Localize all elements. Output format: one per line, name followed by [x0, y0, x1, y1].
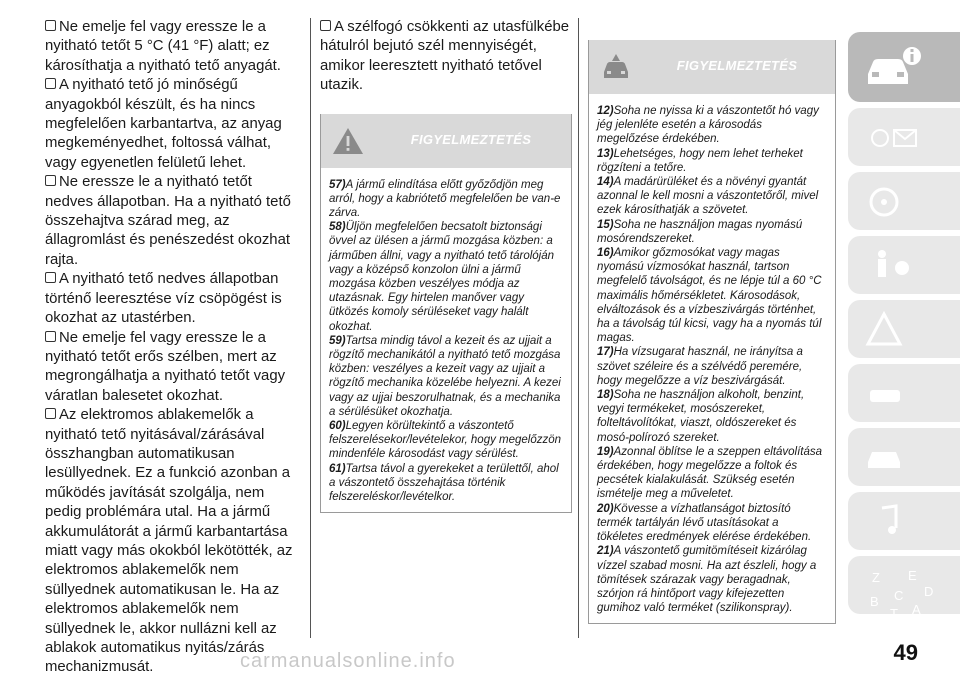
paragraph: Ne emelje fel vagy eressze le a nyitható tetőt erős szélben, mert az megrongálhatja a nyitható tetőt vagy váratlan balesetet okozhat.: [45, 329, 286, 404]
warning-item: 59)Tartsa mindig távol a kezeit és az ujjait a rögzítő mechanikától a nyitható tető mozgása közben: veszélyes a kezeit vagy az ujjait a rögzítő mechanika közelébe helyezni. A kezei vagy az ujjai beszorulhatnak, és a mechanika a sérülésüket okozhatja.: [329, 334, 561, 418]
car-info-icon: [862, 42, 922, 92]
tab-warning[interactable]: [848, 300, 960, 358]
bullet-box-icon: [45, 331, 56, 342]
car-tools-icon: [862, 438, 922, 478]
index-letter-b: B: [870, 594, 879, 609]
column-2: [320, 18, 572, 513]
warning-item: 21)A vászontető gumitömítéseit kizárólag vízzel szabad mosni. Ha azt észleli, hogy a tömítések szárazak vagy beragadnak, szórjon rá hintőport vagy kifejezetten gumihoz való terméket (szilikonspray).: [597, 545, 817, 615]
page-number: 49: [893, 640, 918, 665]
warning-box: [588, 40, 836, 624]
index-letter-t: T: [890, 606, 898, 621]
warning-item: 13)Lehetséges, hogy nem lehet terheket rögzíteni a tetőre.: [597, 147, 803, 174]
warning-item: 16)Amikor gőzmosókat vagy magas nyomású vízmosókat használ, tartson megfelelő távolságot, és ne lépje túl a 60 °C maximális hőmérsékletet. Károsodások, elváltozások és a vízbeszivárgás történhet, ha a távolság túl kicsi, vagy ha a nyomás túl magas.: [597, 247, 822, 345]
music-note-icon: [862, 502, 922, 542]
warning-item: 20)Kövesse a vízhatlanságot biztosító termék tartályán lévő utasításokat a tökéletes eredmények elérése érdekében.: [597, 502, 812, 544]
tab-maintenance[interactable]: [848, 428, 960, 486]
warning-item: 15)Soha ne használjon magas nyomású mosórendszereket.: [597, 218, 803, 245]
steering-wheel-icon: [862, 182, 922, 222]
watermark: carmanualsonline.info: [240, 650, 456, 672]
tab-emergency[interactable]: [848, 364, 960, 422]
warning-item: 18)Soha ne használjon alkoholt, benzint, vegyi termékeket, mosószereket, folteltávolítókat, viaszt, oldószereket és mosó-polírozó szereket.: [597, 389, 805, 444]
index-letter-c: C: [894, 588, 904, 603]
tab-index[interactable]: [848, 556, 960, 621]
warning-item: 12)Soha ne nyissa ki a vászontetőt hó vagy jég jelenléte esetén a károsodás megelőzése érdekében.: [597, 105, 819, 146]
wrench-car-icon: [862, 374, 922, 414]
warning-item: 58)Üljön megfelelően becsatolt biztonsági övvel az ülésen a jármű mozgása közben: a járműben állni, vagy a nyitható tető tárolóján vagy a középső konzolon ülni a jármű mozgása közben veszélyes módja az utazásnak. Egy hirtelen manőver vagy ütközés komoly sérüléseket vagy halált okozhat.: [329, 221, 555, 333]
tab-steering[interactable]: [848, 172, 960, 230]
bullet-box-icon: [45, 175, 56, 186]
bullet-box-icon: [45, 20, 56, 31]
column-3: [588, 40, 836, 624]
warning-item: 17)Ha vízsugarat használ, ne irányítsa a szövet széleire és a szélvédő peremére, hogy megelőzze a víz beszivárgását.: [597, 346, 803, 387]
index-letter-a: A: [912, 602, 921, 617]
section-tabs: [848, 32, 960, 642]
warning-triangle-icon: [862, 310, 922, 350]
warning-triangle-icon: [331, 126, 365, 156]
warning-body: [589, 94, 835, 623]
warning-box: [320, 114, 572, 514]
warning-title: FIGYELMEZTETÉS: [676, 58, 798, 73]
warning-body: [321, 168, 571, 513]
index-letters-icon: [862, 566, 952, 622]
index-letter-d: D: [924, 584, 934, 599]
paragraph: A nyitható tető nedves állapotban történő leeresztése víz csöpögést is okozhat az utastérben.: [45, 271, 282, 327]
tab-safety[interactable]: [848, 236, 960, 294]
column-divider: [578, 18, 579, 638]
warning-item: 61)Tartsa távol a gyerekeket a területtől, ahol a vászontető összehajtása történik felszereléskor/levételkor.: [329, 462, 559, 504]
bullet-box-icon: [45, 408, 56, 419]
warning-item: 14)A madárürüléket és a növényi gyantát azonnal le kell mosni a vászontetőről, mivel ezek károsíthatják a szövetet.: [597, 176, 819, 217]
bullet-box-icon: [45, 78, 56, 89]
bullet-box-icon: [320, 20, 331, 31]
column-1: [45, 18, 303, 678]
tab-car-info[interactable]: [848, 32, 960, 102]
warning-item: 60)Legyen körültekintő a vászontető felszerelésekor/levételekor, hogy megelőzzön mindenféle károsodást vagy sérülést.: [329, 420, 562, 461]
warning-header: [321, 114, 571, 168]
lights-envelope-icon: [862, 118, 922, 158]
lead-paragraph: A szélfogó csökkenti az utasfülkébe hátulról bejutó szél mennyiségét, amikor leeresztett nyitható tetővel utazik.: [320, 19, 570, 94]
warning-title: FIGYELMEZTETÉS: [410, 131, 532, 147]
warning-header: [589, 40, 835, 94]
paragraph: Ne eressze le a nyitható tetőt nedves állapotban. Ha a nyitható tető összehajtva szárad meg, az állagromlást és penészedést okozhat rajta.: [45, 174, 291, 268]
tab-lights[interactable]: [848, 108, 960, 166]
paragraph: Ne emelje fel vagy eressze le a nyitható tetőt 5 °C (41 °F) alatt; ez károsíthatja a nyitható tető anyagát.: [45, 19, 281, 74]
tab-multimedia[interactable]: [848, 492, 960, 550]
car-warning-icon: [599, 52, 633, 82]
bullet-box-icon: [45, 272, 56, 283]
paragraph: A nyitható tető jó minőségű anyagokból készült, és ha nincs megfelelően karbantartva, az anyag megkeményedhet, foltossá válhat, vagy egyenetlen felületű lehet.: [45, 77, 282, 171]
paragraph: Az elektromos ablakemelők a nyitható tető nyitásával/zárásával összhangban automatikusan lesüllyednek. Ez a funkció azonban a működés javítását szolgálja, nem pedig problémára utal. Ha a jármű akkumulátorát a jármű karbantartása miatt vagy más okokból lekötötték, az elektromos ablakemelők nem süllyednek automatikusan le. Ha az elektromos ablakemelők nem süllyednek le, akkor nullázni kell az ablakok automatikus nyitás/zárás mechanizmusát.: [45, 407, 293, 676]
column-divider: [310, 18, 311, 638]
index-letter-e: E: [908, 568, 917, 583]
warning-item: 57)A jármű elindítása előtt győződjön meg arról, hogy a kabriótető megfelelően be van-e zárva.: [329, 178, 561, 220]
index-letter-z: Z: [872, 570, 880, 585]
seatbelt-icon: [862, 246, 922, 286]
warning-item: 19)Azonnal öblítse le a szeppen eltávolítása érdekében, hogy megelőzze a foltok és pecsétek kialakulását. Szükség esetén ismételje meg a műveletet.: [597, 445, 823, 501]
